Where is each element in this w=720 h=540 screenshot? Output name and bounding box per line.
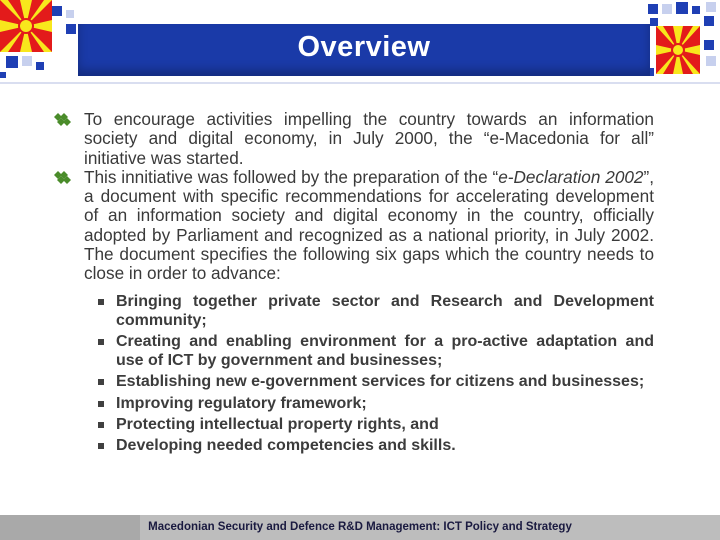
title-bar xyxy=(78,24,650,76)
decor-square xyxy=(648,4,658,14)
bullet-item xyxy=(54,110,654,168)
decor-square xyxy=(704,16,714,26)
header-divider xyxy=(0,82,720,84)
bullet-text: This innitiative was followed by the preparation of the “ xyxy=(84,166,499,187)
list-item-text: Bringing together private sector and Research and Development community; xyxy=(116,292,654,329)
decor-square xyxy=(0,72,6,78)
document-title: e-Declaration 2002 xyxy=(498,166,644,187)
diamond-bullet-icon xyxy=(54,113,72,127)
decor-square xyxy=(676,2,688,14)
list-item-text: Protecting intellectual property rights, and xyxy=(116,415,439,433)
decor-square xyxy=(66,24,76,34)
list-item xyxy=(116,394,654,413)
square-bullet-icon xyxy=(98,299,104,305)
list-item xyxy=(116,372,654,391)
decor-square xyxy=(6,56,18,68)
square-bullet-icon xyxy=(98,379,104,385)
footer-text: Macedonian Security and Defence R&D Management: ICT Policy and Strategy xyxy=(148,521,572,533)
list-item-text: Establishing new e-government services for citizens and businesses; xyxy=(116,373,645,391)
list-item-text: Creating and enabling environment for a pro-active adaptation and use of ICT by government and businesses; xyxy=(116,333,654,370)
decor-square xyxy=(66,10,74,18)
list-item-text: Improving regulatory framework; xyxy=(116,394,367,412)
decor-square xyxy=(662,4,672,14)
bullet-item xyxy=(54,168,654,284)
square-bullet-icon xyxy=(98,401,104,407)
decor-square xyxy=(650,18,658,26)
bullet-text: To encourage activities impelling the country towards an information society and digital economy, in July 2000, the “e-Macedonia for all” initiative was started. xyxy=(84,109,654,168)
gaps-list xyxy=(54,292,654,456)
diamond-bullet-icon xyxy=(54,171,72,185)
list-item xyxy=(116,332,654,370)
decor-square xyxy=(692,6,700,14)
decor-square xyxy=(52,6,62,16)
square-bullet-icon xyxy=(98,443,104,449)
list-item xyxy=(116,415,654,434)
decor-square xyxy=(36,62,44,70)
list-item xyxy=(116,292,654,330)
slide-title: Overview xyxy=(297,31,431,63)
decor-square xyxy=(706,2,716,12)
macedonia-flag-icon xyxy=(656,26,700,74)
list-item xyxy=(116,436,654,455)
bullet-text: ”, a document with specific recommendations for accelerating development of an information society and digital economy in the country, officially adopted by Parliament and recognized as a national priority, in July 2002. The document specifies the following six gaps which the country needs to close in order to advance: xyxy=(84,166,654,284)
macedonia-flag-icon xyxy=(0,0,52,52)
square-bullet-icon xyxy=(98,339,104,345)
slide-header xyxy=(0,0,720,82)
slide-content xyxy=(54,110,654,457)
decor-square xyxy=(22,56,32,66)
decor-square xyxy=(704,40,714,50)
decor-square xyxy=(706,56,716,66)
list-item-text: Developing needed competencies and skills. xyxy=(116,437,456,455)
slide-footer xyxy=(0,515,720,540)
square-bullet-icon xyxy=(98,422,104,428)
